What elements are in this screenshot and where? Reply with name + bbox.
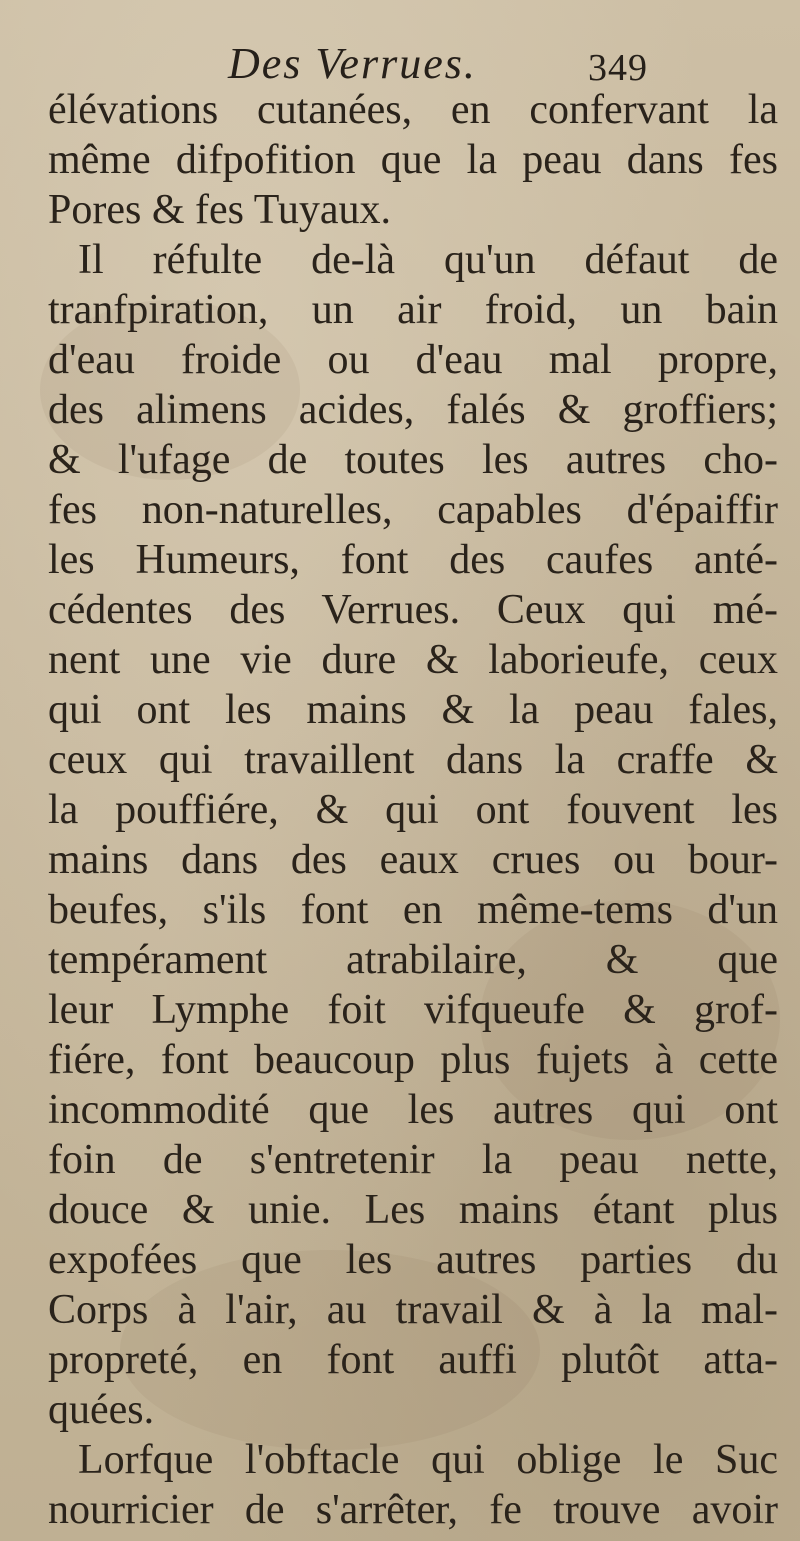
text-line: beufes, s'ils font en même-tems d'un	[48, 887, 778, 933]
text-line: fes non-naturelles, capables d'épaiffir	[48, 487, 778, 533]
text-line: leur Lymphe foit vifqueufe & grof-	[48, 987, 778, 1033]
text-line: incommodité que les autres qui ont	[48, 1087, 778, 1133]
text-line: tranfpiration, un air froid, un bain	[48, 287, 778, 333]
text-line: élévations cutanées, en confervant la	[48, 87, 778, 133]
text-line: nourricier de s'arrêter, fe trouve avoir	[48, 1487, 778, 1533]
text-line: les Humeurs, font des caufes anté-	[48, 537, 778, 583]
text-line: propreté, en font auffi plutôt atta-	[48, 1337, 778, 1383]
text-line: nent une vie dure & laborieufe, ceux	[48, 637, 778, 683]
page-number: 349	[588, 47, 648, 89]
text-line: Corps à l'air, au travail & à la mal-	[48, 1287, 778, 1333]
text-line: douce & unie. Les mains étant plus	[48, 1187, 778, 1233]
text-line: la pouffiére, & qui ont fouvent les	[48, 787, 778, 833]
running-title: Des Verrues.	[228, 39, 477, 88]
text-line: d'eau froide ou d'eau mal propre,	[48, 337, 778, 383]
text-line: mains dans des eaux crues ou bour-	[48, 837, 778, 883]
paragraph-start-line: Il réfulte de-là qu'un défaut de	[78, 237, 778, 283]
text-line: qui ont les mains & la peau fales,	[48, 687, 778, 733]
text-line: Pores & fes Tuyaux.	[48, 187, 392, 233]
page-header	[0, 30, 800, 90]
text-line: & l'ufage de toutes les autres cho-	[48, 437, 778, 483]
text-line: des alimens acides, falés & groffiers;	[48, 387, 778, 433]
text-line: foin de s'entretenir la peau nette,	[48, 1137, 778, 1183]
text-line: ceux qui travaillent dans la craffe &	[48, 737, 778, 783]
text-line: cédentes des Verrues. Ceux qui mé-	[48, 587, 778, 633]
text-line: expofées que les autres parties du	[48, 1237, 778, 1283]
paragraph-start-line: Lorfque l'obftacle qui oblige le Suc	[78, 1437, 778, 1483]
text-line: même difpofition que la peau dans fes	[48, 137, 778, 183]
text-line: fiére, font beaucoup plus fujets à cette	[48, 1037, 778, 1083]
text-line: quées.	[48, 1387, 155, 1433]
text-line: tempérament atrabilaire, & que	[48, 937, 778, 983]
